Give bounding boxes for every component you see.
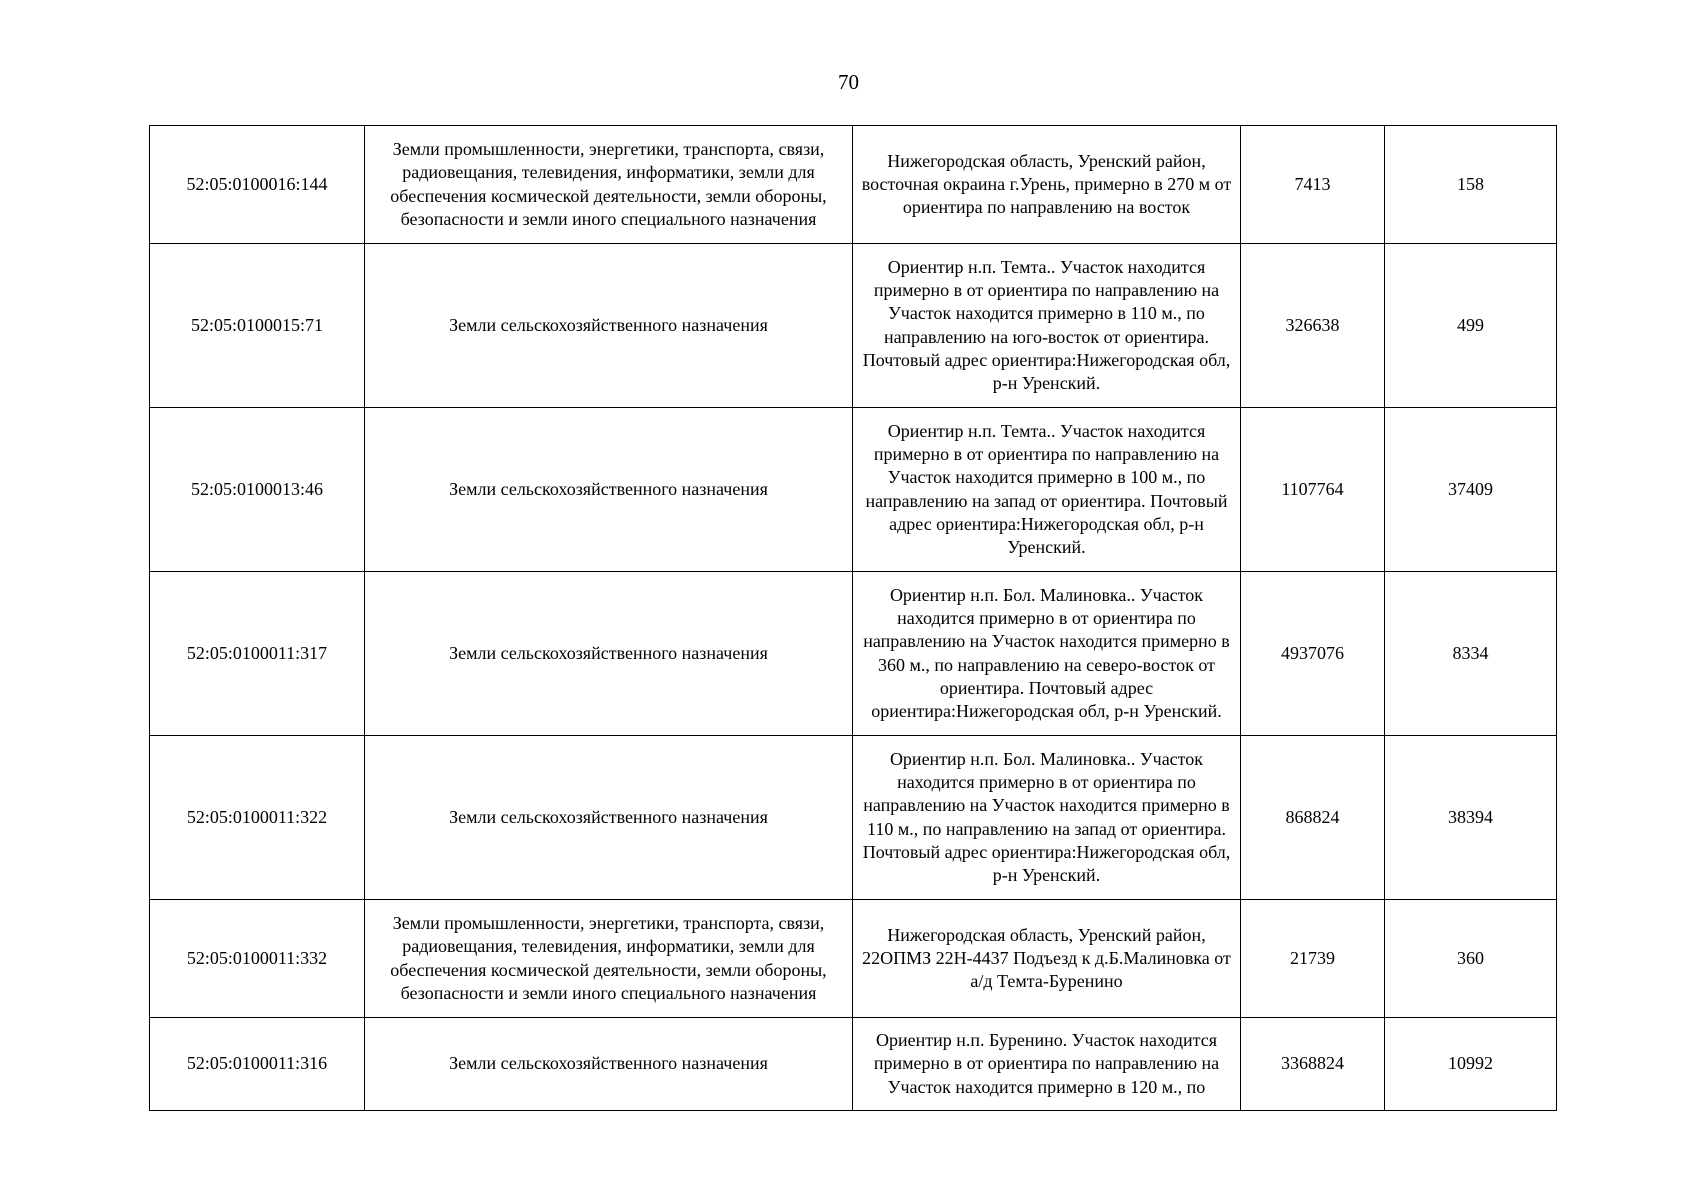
value-cell: 499 — [1385, 244, 1557, 408]
land-category-cell: Земли сельскохозяйственного назначения — [365, 408, 853, 572]
land-category-cell: Земли сельскохозяйственного назначения — [365, 572, 853, 736]
table-row — [150, 126, 1557, 244]
land-category-cell: Земли сельскохозяйственного назначения — [365, 244, 853, 408]
location-cell: Ориентир н.п. Темта.. Участок находится примерно в от ориентира по направлению на Участок находится примерно в 100 м., по направлению на запад от ориентира. Почтовый адрес ориентира:Нижегородская обл, р-н Уренский. — [853, 408, 1241, 572]
cadastral-number-cell: 52:05:0100011:322 — [150, 736, 365, 900]
area-cell: 1107764 — [1241, 408, 1385, 572]
location-cell: Ориентир н.п. Бол. Малиновка.. Участок находится примерно в от ориентира по направлению на Участок находится примерно в 110 м., по направлению на запад от ориентира. Почтовый адрес ориентира:Нижегородская обл, р-н Уренский. — [853, 736, 1241, 900]
value-cell: 38394 — [1385, 736, 1557, 900]
cadastral-number-cell: 52:05:0100013:46 — [150, 408, 365, 572]
area-cell: 3368824 — [1241, 1018, 1385, 1111]
land-category-cell: Земли сельскохозяйственного назначения — [365, 1018, 853, 1111]
value-cell: 10992 — [1385, 1018, 1557, 1111]
area-cell: 21739 — [1241, 900, 1385, 1018]
area-cell: 7413 — [1241, 126, 1385, 244]
location-cell: Ориентир н.п. Буренино. Участок находится примерно в от ориентира по направлению на Участок находится примерно в 120 м., по — [853, 1018, 1241, 1111]
value-cell: 158 — [1385, 126, 1557, 244]
table-row — [150, 408, 1557, 572]
area-cell: 868824 — [1241, 736, 1385, 900]
table-row — [150, 736, 1557, 900]
land-category-cell: Земли промышленности, энергетики, транспорта, связи, радиовещания, телевидения, информатики, земли для обеспечения космической деятельности, земли обороны, безопасности и земли иного специального назначения — [365, 900, 853, 1018]
table-row — [150, 900, 1557, 1018]
page-number: 70 — [838, 70, 859, 94]
table-row — [150, 1018, 1557, 1111]
location-cell: Нижегородская область, Уренский район, 22ОПМЗ 22Н-4437 Подъезд к д.Б.Малиновка от а/д Темта-Буренино — [853, 900, 1241, 1018]
table-row — [150, 244, 1557, 408]
land-category-cell: Земли сельскохозяйственного назначения — [365, 736, 853, 900]
area-cell: 326638 — [1241, 244, 1385, 408]
land-category-cell: Земли промышленности, энергетики, транспорта, связи, радиовещания, телевидения, информатики, земли для обеспечения космической деятельности, земли обороны, безопасности и земли иного специального назначения — [365, 126, 853, 244]
value-cell: 8334 — [1385, 572, 1557, 736]
cadastral-number-cell: 52:05:0100011:332 — [150, 900, 365, 1018]
cadastral-number-cell: 52:05:0100015:71 — [150, 244, 365, 408]
location-cell: Нижегородская область, Уренский район, восточная окраина г.Урень, примерно в 270 м от ориентира по направлению на восток — [853, 126, 1241, 244]
cadastral-number-cell: 52:05:0100016:144 — [150, 126, 365, 244]
location-cell: Ориентир н.п. Темта.. Участок находится примерно в от ориентира по направлению на Участок находится примерно в 110 м., по направлению на юго-восток от ориентира. Почтовый адрес ориентира:Нижегородская обл, р-н Уренский. — [853, 244, 1241, 408]
table-row — [150, 572, 1557, 736]
cadastral-number-cell: 52:05:0100011:317 — [150, 572, 365, 736]
cadastral-number-cell: 52:05:0100011:316 — [150, 1018, 365, 1111]
value-cell: 360 — [1385, 900, 1557, 1018]
value-cell: 37409 — [1385, 408, 1557, 572]
land-plots-table — [149, 125, 1557, 1111]
location-cell: Ориентир н.п. Бол. Малиновка.. Участок находится примерно в от ориентира по направлению на Участок находится примерно в 360 м., по направлению на северо-восток от ориентира. Почтовый адрес ориентира:Нижегородская обл, р-н Уренский. — [853, 572, 1241, 736]
area-cell: 4937076 — [1241, 572, 1385, 736]
